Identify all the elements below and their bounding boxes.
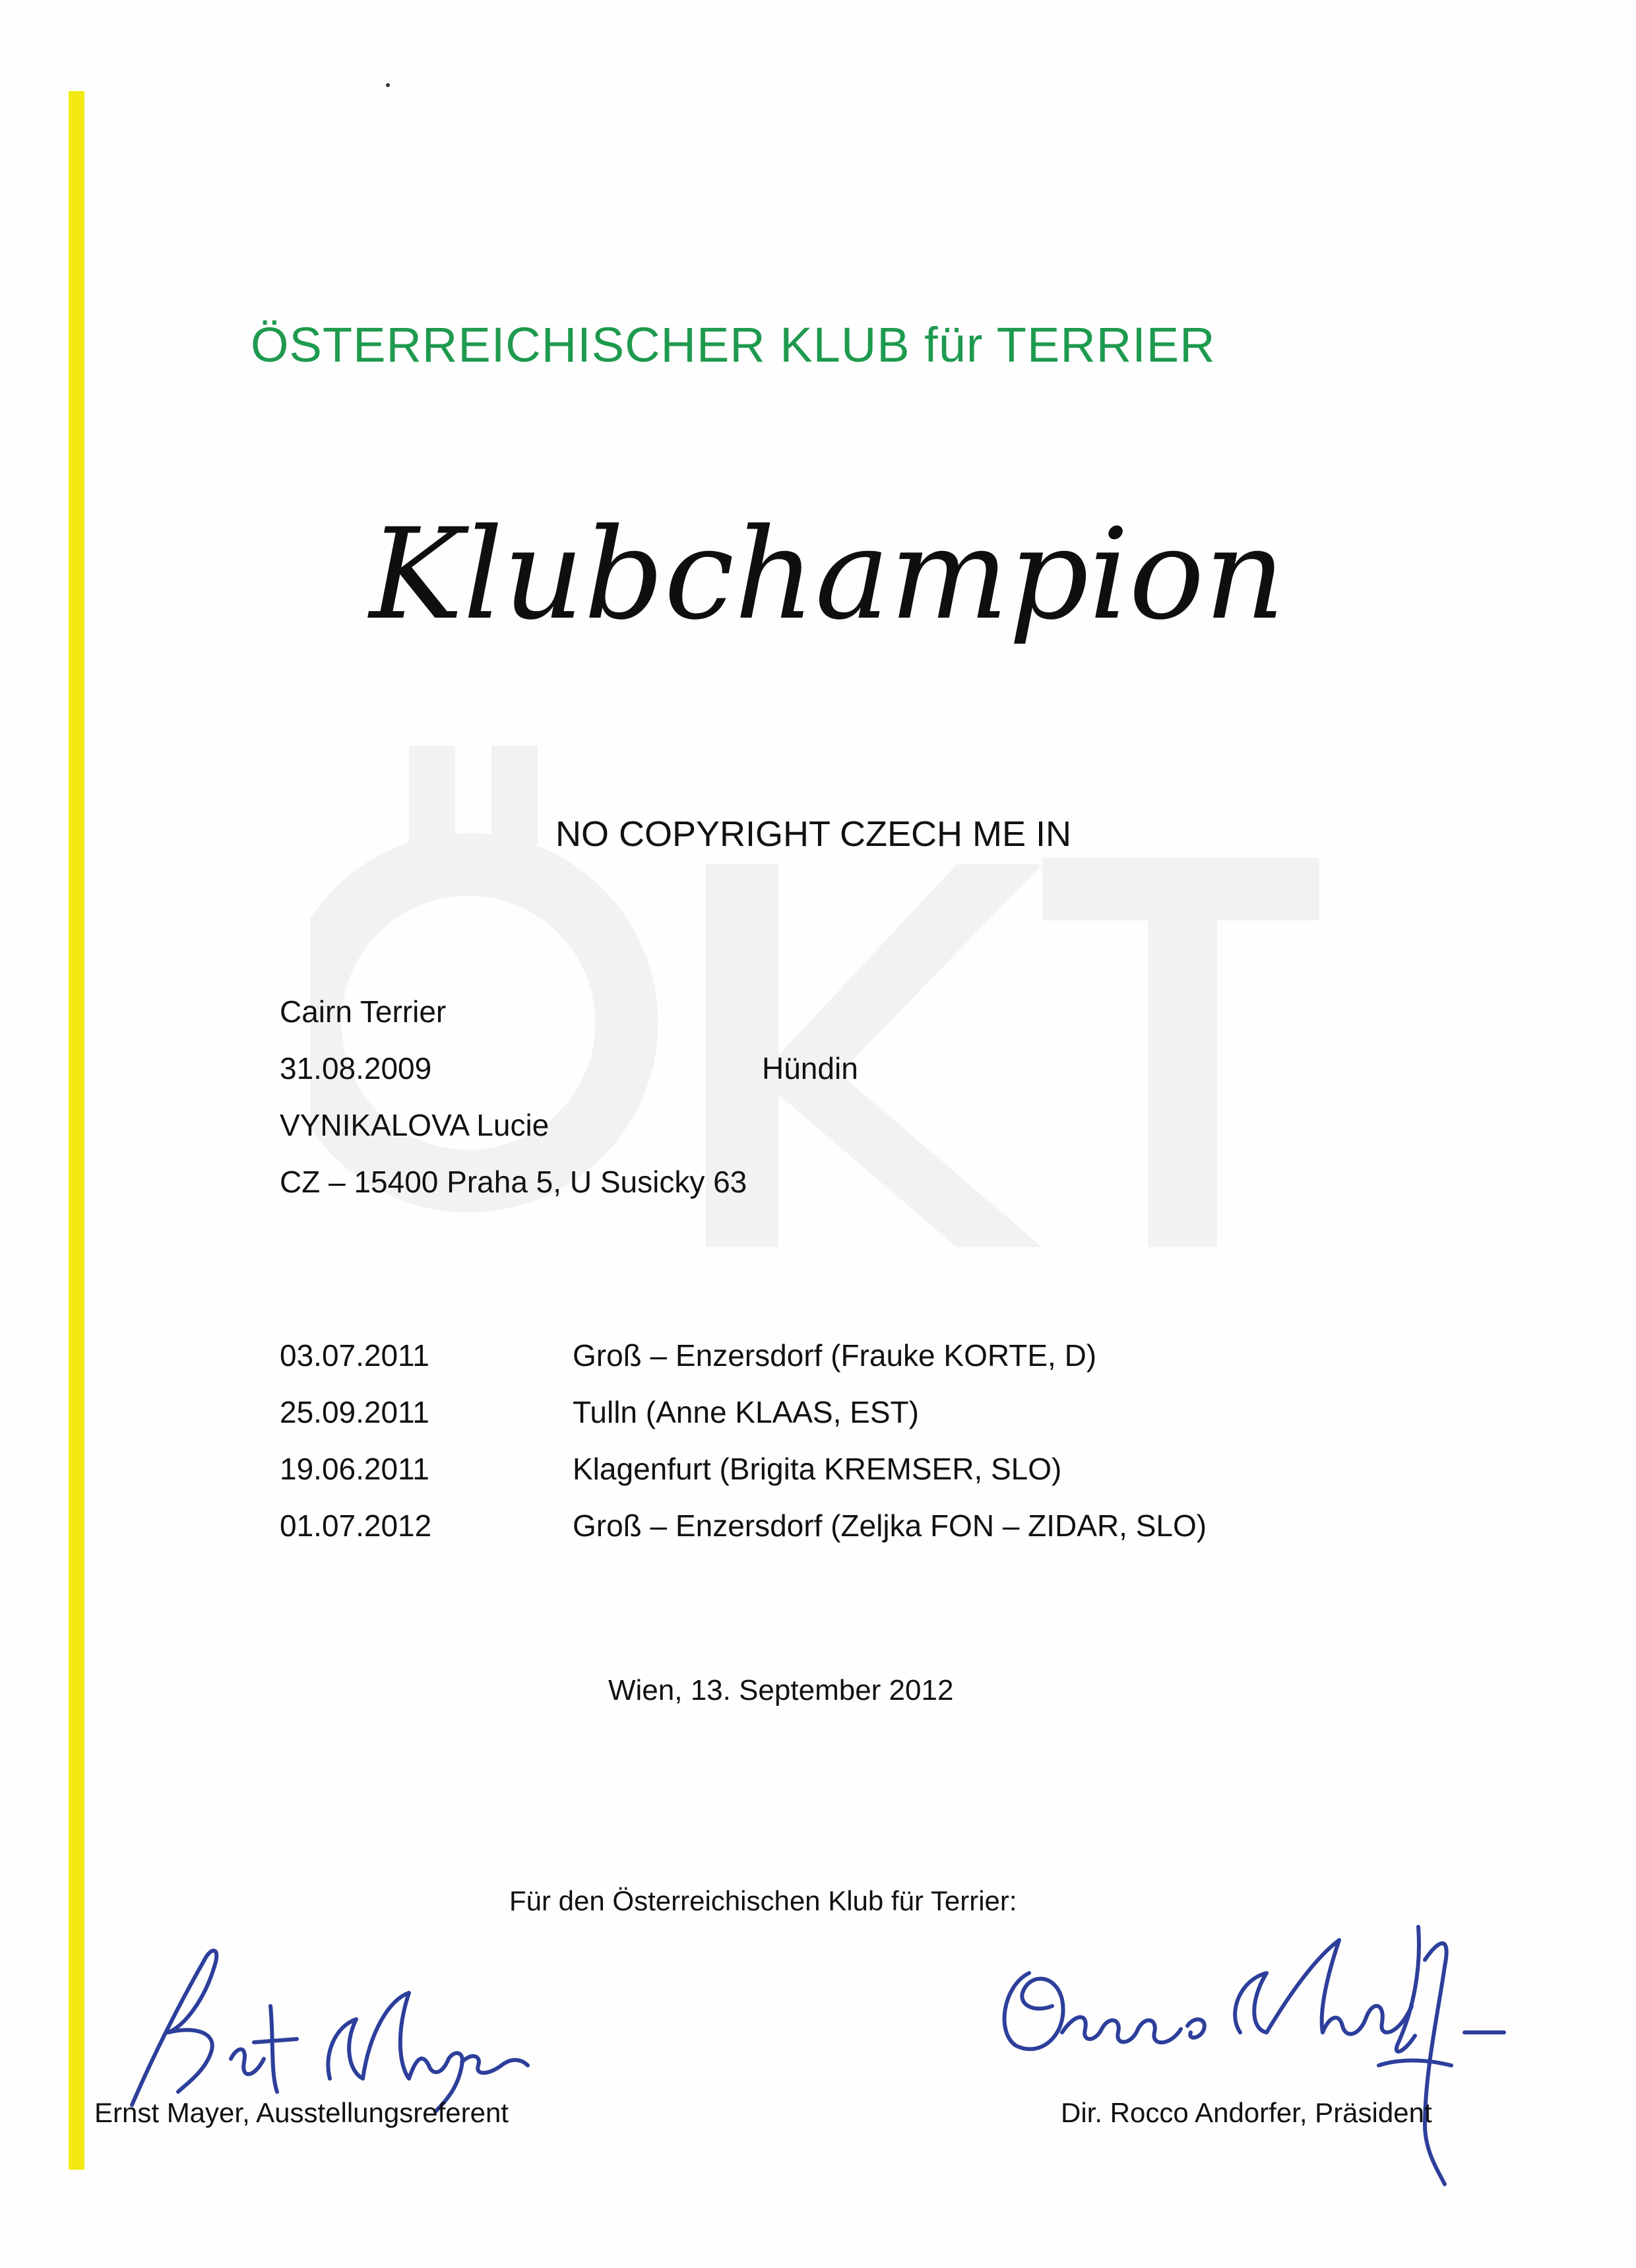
watermark-umlaut-right (491, 746, 538, 845)
yellow-margin-bar (69, 91, 84, 2170)
result-place: Tulln (Anne KLAAS, EST) (573, 1395, 919, 1429)
result-place: Groß – Enzersdorf (Zeljka FON – ZIDAR, SLO) (573, 1508, 1207, 1543)
result-date: 01.07.2012 (280, 1508, 432, 1543)
sex: Hündin (762, 1051, 858, 1085)
signatory-left-name: Ernst Mayer, Ausstellungsreferent (94, 2097, 509, 2128)
signature-ernst-mayer (106, 1927, 554, 2118)
watermark-t-stem (1148, 858, 1217, 1247)
for-club-line: Für den Österreichischen Klub für Terrier: (509, 1885, 1017, 1916)
club-name: ÖSTERREICHISCHER KLUB für TERRIER (251, 317, 1216, 372)
result-date: 19.06.2011 (280, 1452, 429, 1486)
result-place: Groß – Enzersdorf (Frauke KORTE, D) (573, 1338, 1097, 1373)
owner-address: CZ – 15400 Praha 5, U Susicky 63 (280, 1165, 747, 1199)
signatory-right-name: Dir. Rocco Andorfer, Präsident (1061, 2097, 1432, 2128)
result-date: 03.07.2011 (280, 1338, 429, 1373)
watermark-umlaut-left (409, 746, 455, 845)
result-place: Klagenfurt (Brigita KREMSER, SLO) (573, 1452, 1062, 1486)
certificate-title: Klubchampion (369, 502, 1286, 647)
okft-watermark (310, 719, 1339, 1313)
signature-rocco-andorfer (990, 1900, 1544, 2191)
issue-place-date: Wien, 13. September 2012 (608, 1674, 954, 1706)
dog-name: NO COPYRIGHT CZECH ME IN (555, 814, 1072, 854)
ink-dot (386, 83, 390, 87)
birth-date: 31.08.2009 (280, 1051, 432, 1085)
owner: VYNIKALOVA Lucie (280, 1108, 550, 1142)
breed: Cairn Terrier (280, 994, 447, 1029)
result-date: 25.09.2011 (280, 1395, 429, 1429)
